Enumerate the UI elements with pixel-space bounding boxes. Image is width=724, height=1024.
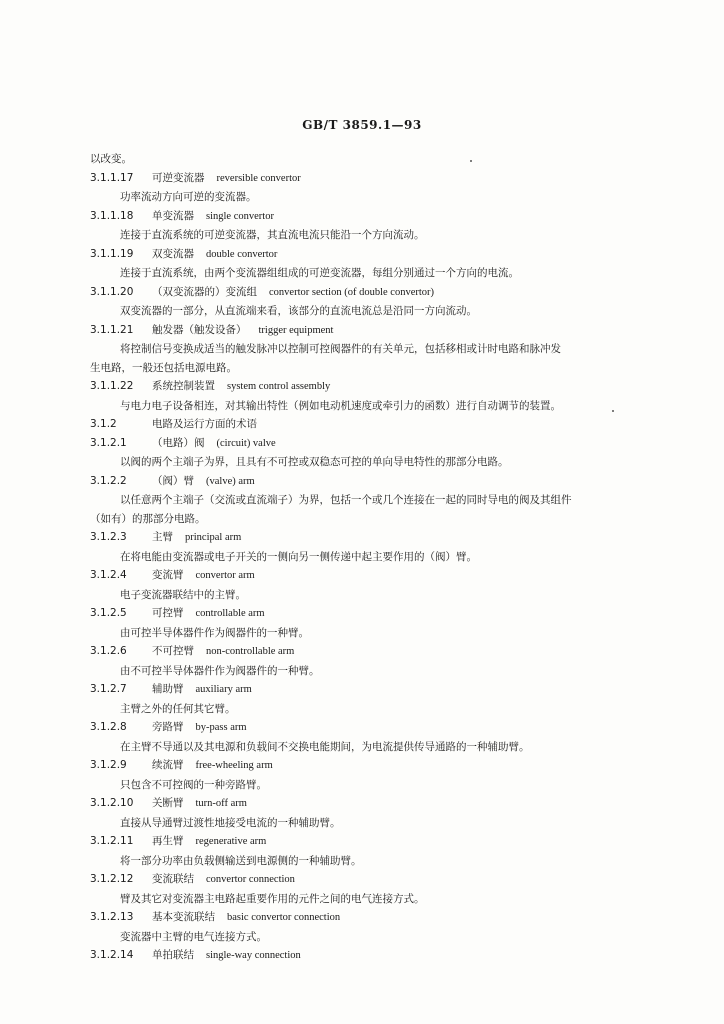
term-chinese: 辅助臂 — [152, 683, 184, 695]
term-definition: 主臂之外的任何其它臂。 — [120, 702, 236, 715]
term-english: convertor section (of double convertor) — [269, 286, 435, 298]
term-chinese: 单变流器 — [152, 209, 194, 222]
term-english: convertor connection — [206, 874, 295, 885]
term-definition: 双变流器的一部分，从直流端来看，该部分的直流电流总是沿同一方向流动。 — [120, 305, 477, 317]
term-definition: 生电路，一般还包括电源电路。 — [90, 361, 237, 374]
term-chinese: 再生臂 — [152, 835, 184, 847]
term-chinese: （阀）臂 — [152, 474, 194, 487]
term-entry — [90, 908, 660, 928]
clause-number: 3.1.1.17 — [90, 171, 134, 184]
clause-number: 3.1.2.13 — [90, 911, 134, 923]
term-english: (valve) arm — [206, 475, 255, 487]
term-english: system control assembly — [227, 381, 331, 392]
term-entry — [90, 472, 660, 492]
clause-number: 3.1.2.11 — [90, 835, 134, 847]
clause-number: 3.1.1.18 — [90, 209, 134, 222]
term-definition: 与电力电子设备相连，对其输出特性（例如电动机速度或牵引力的函数）进行自动调节的装置。 — [120, 399, 561, 412]
term-entry — [90, 321, 660, 341]
term-definition: 连接于直流系统的可逆变流器，其直流电流只能沿一个方向流动。 — [120, 229, 425, 241]
term-english: reversible convertor — [216, 172, 301, 184]
scan-speck — [470, 160, 472, 162]
clause-number: 3.1.2.14 — [90, 949, 134, 961]
term-entry — [90, 283, 660, 303]
continuation-text: 以改变。 — [90, 153, 132, 165]
term-definition: 只包含不可控阀的一种旁路臂。 — [120, 778, 267, 791]
term-definition: 将控制信号变换成适当的触发脉冲以控制可控阀器件的有关单元，包括移相或计时电路和脉冲发 — [120, 343, 561, 355]
term-chinese: 变流联结 — [152, 873, 194, 885]
clause-number: 3.1.2 — [90, 418, 117, 430]
term-definition: 由不可控半导体器件作为阀器件的一种臂。 — [120, 664, 320, 677]
clause-number: 3.1.2.3 — [90, 531, 127, 543]
clause-number: 3.1.2.9 — [90, 759, 127, 771]
term-entry — [90, 832, 660, 852]
clause-number: 3.1.2.10 — [90, 797, 134, 809]
clause-number: 3.1.2.2 — [90, 474, 127, 487]
clause-number: 3.1.1.19 — [90, 247, 134, 260]
term-entry — [90, 642, 660, 662]
term-entry — [90, 718, 660, 738]
term-chinese: （双变流器的）变流组 — [152, 285, 257, 298]
term-entry — [90, 245, 660, 265]
term-definition: 在将电能由变流器或电子开关的一侧向另一侧传递中起主要作用的（阀）臂。 — [120, 550, 477, 563]
term-english: basic convertor connection — [227, 912, 341, 923]
term-entry — [90, 169, 660, 189]
term-definition: 直接从导通臂过渡性地接受电流的一种辅助臂。 — [120, 816, 341, 829]
term-chinese: （电路）阀 — [152, 436, 205, 449]
term-entry — [90, 604, 660, 624]
term-english: single-way connection — [206, 950, 301, 961]
term-definition: 在主臂不导通以及其电源和负载间不交换电能期间，为电流提供传导通路的一种辅助臂。 — [120, 740, 530, 753]
term-english: regenerative arm — [195, 836, 267, 847]
clause-number: 3.1.1.21 — [90, 323, 134, 336]
clause-number: 3.1.1.20 — [90, 285, 134, 298]
term-chinese: 单拍联结 — [152, 949, 194, 961]
term-definition: 由可控半导体器件作为阀器件的一种臂。 — [120, 626, 309, 639]
term-entry — [90, 946, 660, 966]
term-definition: 电子变流器联结中的主臂。 — [120, 588, 246, 601]
term-chinese: 双变流器 — [152, 247, 194, 260]
clause-number: 3.1.2.8 — [90, 721, 127, 733]
term-definition: 以阀的两个主端子为界，且具有不可控或双稳态可控的单向导电特性的那部分电路。 — [120, 456, 509, 468]
clause-number: 3.1.1.22 — [90, 380, 134, 392]
term-chinese: 基本变流联结 — [152, 911, 215, 923]
scan-speck — [612, 410, 614, 412]
document-body — [90, 150, 660, 966]
term-english: turn-off arm — [195, 798, 247, 809]
term-chinese: 可逆变流器 — [152, 171, 205, 184]
term-definition: 臂及其它对变流器主电路起重要作用的元件之间的电气连接方式。 — [120, 892, 425, 905]
term-english: non-controllable arm — [206, 646, 295, 657]
term-entry — [90, 566, 660, 586]
page-header-standard-number: GB/T 3859.1—93 — [302, 118, 422, 132]
term-chinese: 触发器（触发设备） — [152, 323, 247, 336]
term-chinese: 可控臂 — [152, 607, 184, 619]
term-chinese: 电路及运行方面的术语 — [152, 418, 257, 430]
clause-number: 3.1.2.5 — [90, 607, 127, 619]
term-chinese: 旁路臂 — [152, 721, 184, 733]
term-entry — [90, 434, 660, 454]
clause-number: 3.1.2.1 — [90, 436, 127, 449]
term-english: (circuit) valve — [216, 437, 276, 449]
term-entry — [90, 680, 660, 700]
term-entry — [90, 794, 660, 814]
term-english: principal arm — [185, 532, 242, 543]
term-definition: 以任意两个主端子（交流或直流端子）为界，包括一个或几个连接在一起的同时导电的阀及其组件 — [120, 494, 572, 506]
term-english: trigger equipment — [258, 324, 334, 336]
clause-number: 3.1.2.12 — [90, 873, 134, 885]
term-chinese: 不可控臂 — [152, 645, 194, 657]
term-definition: 将一部分功率由负载侧输送到电源侧的一种辅助臂。 — [120, 854, 362, 867]
term-entry — [90, 415, 660, 434]
term-definition: 连接于直流系统，由两个变流器组组成的可逆变流器，每组分别通过一个方向的电流。 — [120, 267, 519, 279]
term-entry — [90, 207, 660, 227]
term-english: auxiliary arm — [195, 684, 252, 695]
clause-number: 3.1.2.7 — [90, 683, 127, 695]
clause-number: 3.1.2.6 — [90, 645, 127, 657]
term-chinese: 主臂 — [152, 531, 173, 543]
term-english: double convertor — [206, 248, 278, 260]
term-english: controllable arm — [195, 608, 265, 619]
term-english: free-wheeling arm — [195, 760, 273, 771]
term-definition: 功率流动方向可逆的变流器。 — [120, 191, 257, 203]
term-chinese: 变流臂 — [152, 569, 184, 581]
clause-number: 3.1.2.4 — [90, 569, 127, 581]
term-english: by-pass arm — [195, 722, 247, 733]
term-entry — [90, 528, 660, 548]
term-chinese: 系统控制装置 — [152, 380, 215, 392]
term-chinese: 关断臂 — [152, 797, 184, 809]
term-definition: （如有）的那部分电路。 — [90, 512, 206, 525]
term-entry — [90, 377, 660, 397]
term-chinese: 续流臂 — [152, 759, 184, 771]
term-definition: 变流器中主臂的电气连接方式。 — [120, 930, 267, 943]
term-english: single convertor — [206, 210, 274, 222]
term-entry — [90, 756, 660, 776]
term-entry — [90, 870, 660, 890]
term-english: convertor arm — [195, 570, 255, 581]
